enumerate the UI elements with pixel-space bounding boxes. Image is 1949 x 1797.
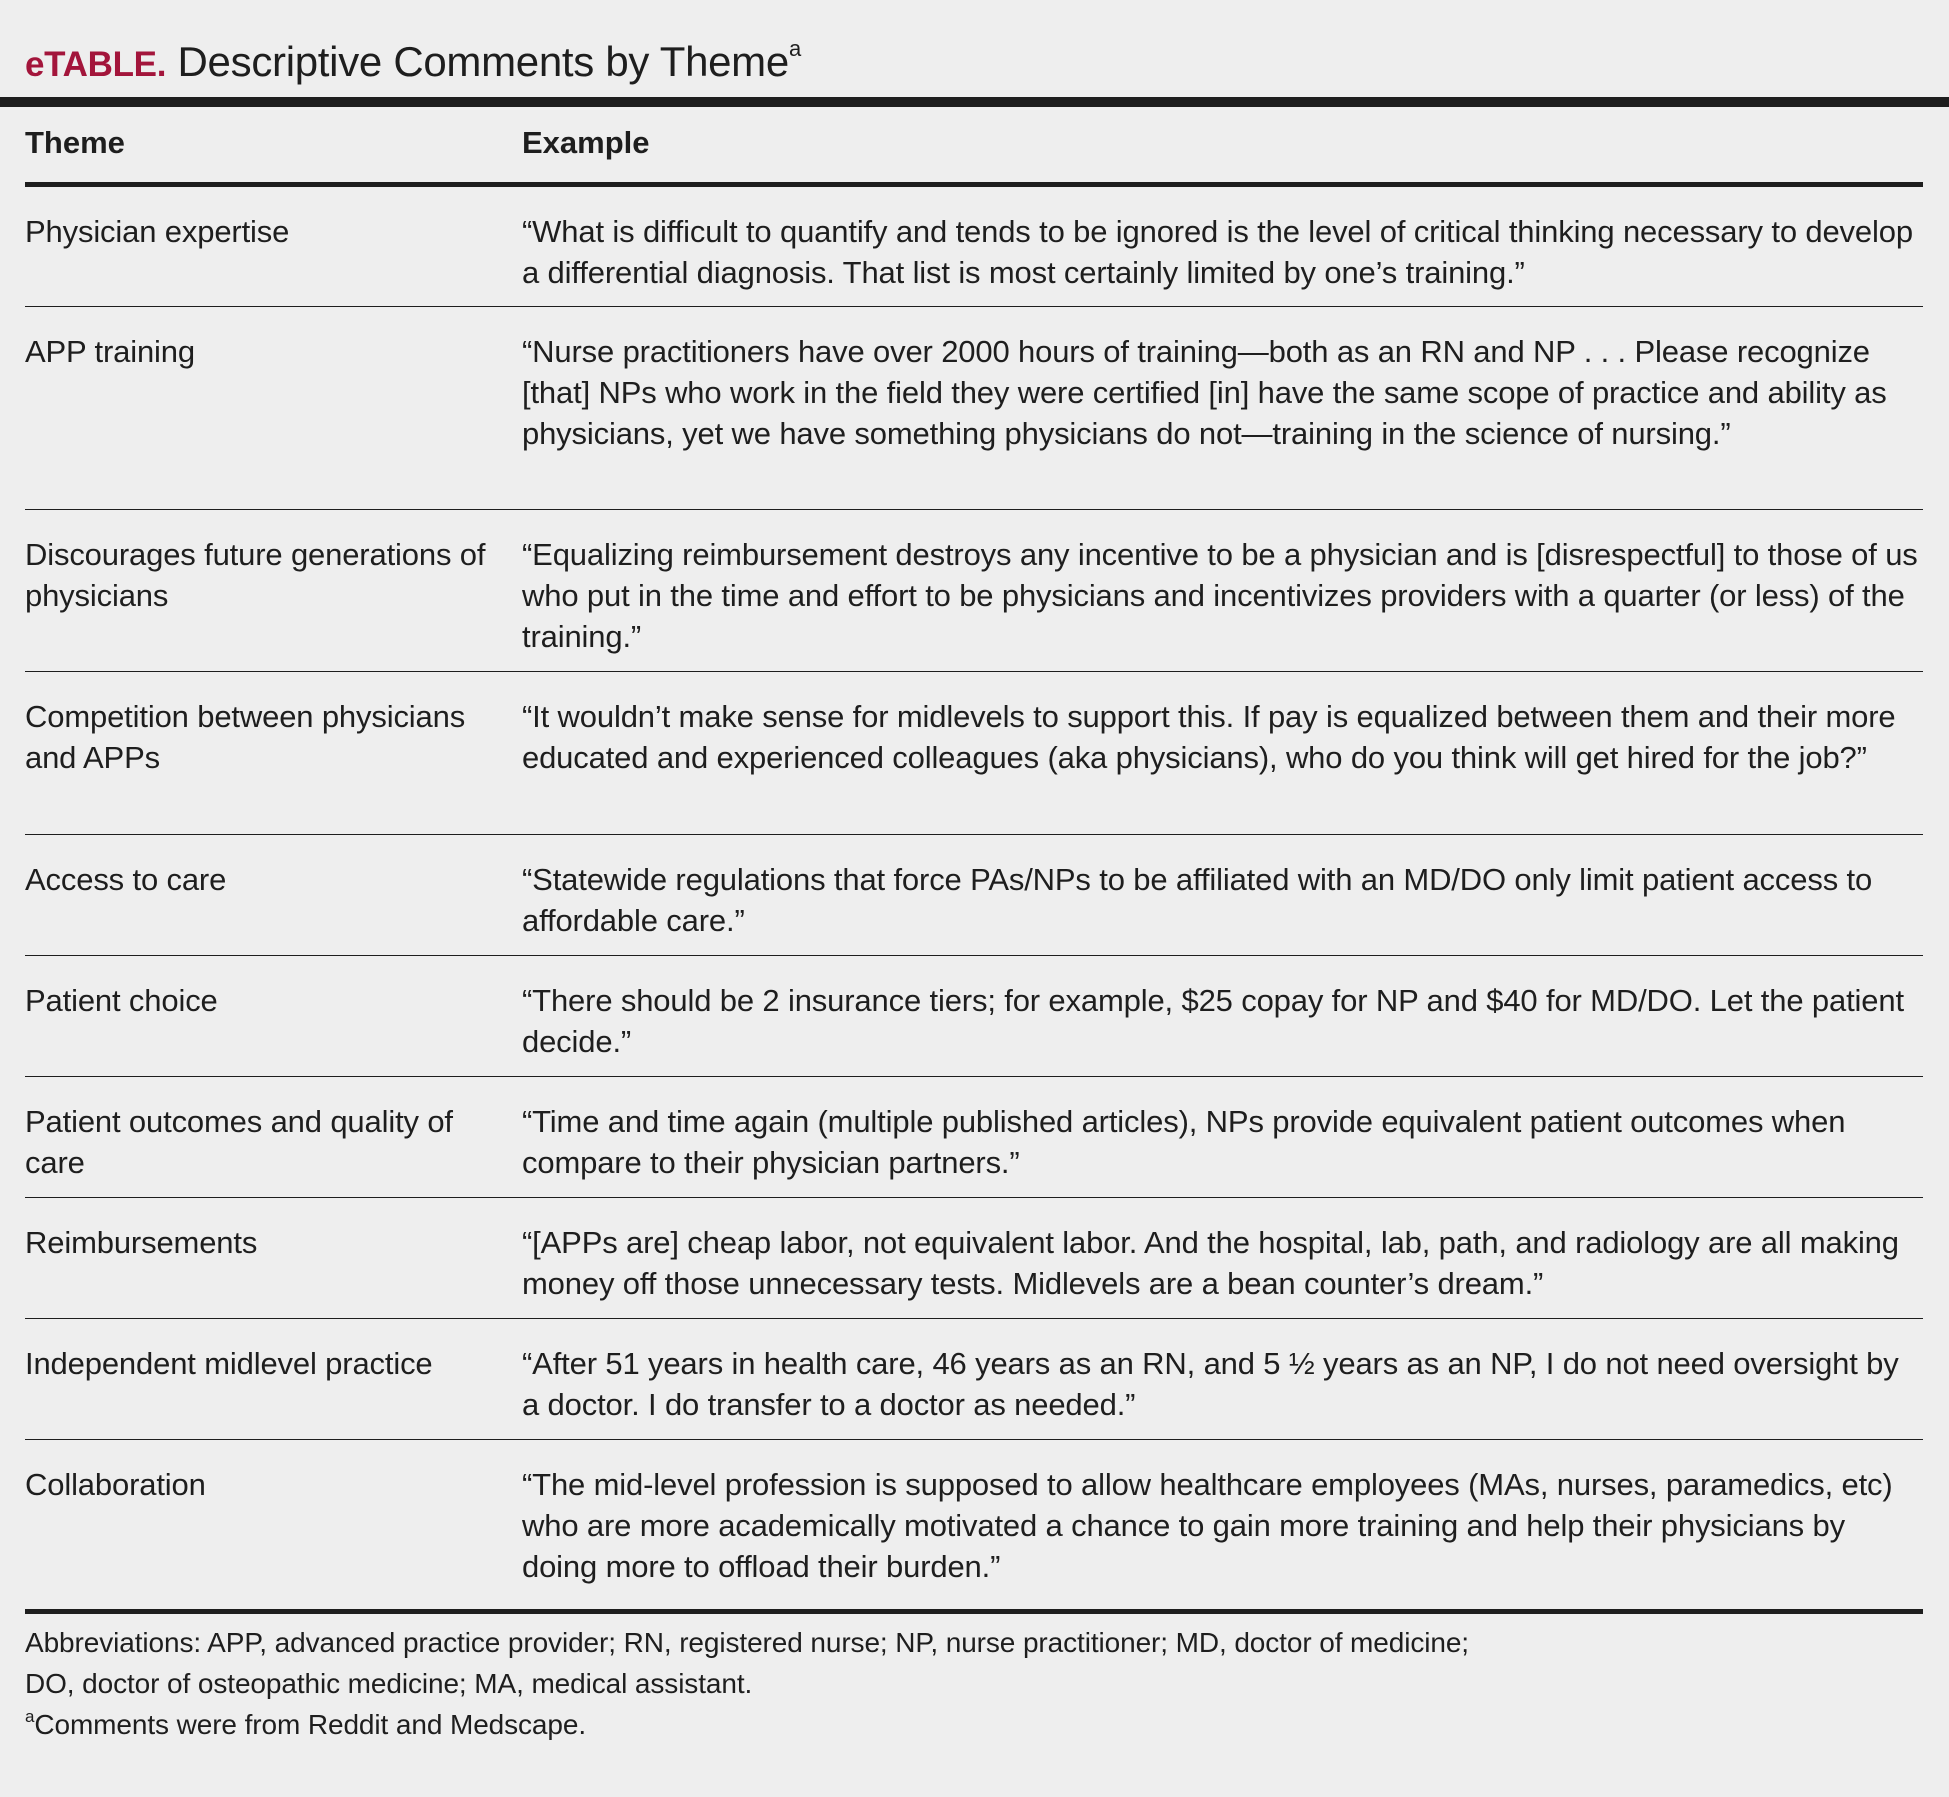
- row-example: “Statewide regulations that force PAs/NPs to be affiliated with an MD/DO only limit patient access to affordable care.”: [522, 862, 1873, 938]
- source-note: [25, 1704, 1525, 1745]
- row-example: “It wouldn’t make sense for midlevels to support this. If pay is equalized between them and their more educated and experienced colleagues (aka physicians), who do you think will get hired for the job?”: [522, 699, 1896, 775]
- table-row: [25, 956, 1923, 1077]
- table-row: [25, 672, 1923, 835]
- table-row: [25, 1077, 1923, 1198]
- bottom-rule: [25, 1609, 1923, 1614]
- top-rule: [0, 97, 1949, 107]
- table-row: [25, 510, 1923, 672]
- table-row: [25, 187, 1923, 307]
- table-footnotes: [25, 1622, 1525, 1745]
- abbreviations-note: Abbreviations: APP, advanced practice provider; RN, registered nurse; NP, nurse practitioner; MD, doctor of medicine; DO, doctor of osteopathic medicine; MA, medical assistant.: [25, 1627, 1469, 1699]
- header-theme: Theme: [25, 125, 125, 160]
- themes-table: [25, 107, 1923, 1610]
- source-footnote-mark: a: [25, 1707, 35, 1726]
- table-row: [25, 1198, 1923, 1319]
- table-row: [25, 307, 1923, 510]
- row-example: “What is difficult to quantify and tends to be ignored is the level of critical thinking necessary to develop a differential diagnosis. That list is most certainly limited by one’s training.”: [522, 214, 1913, 290]
- table-header: [25, 107, 1923, 187]
- row-theme: Patient outcomes and quality of care: [25, 1104, 453, 1180]
- row-example: “Nurse practitioners have over 2000 hours of training—both as an RN and NP . . . Please recognize [that] NPs who work in the field they were certified [in] have the same scope of practice and ability as physicians, yet we have something physicians do not—training in the science of nursing.”: [522, 334, 1887, 451]
- row-example: “The mid-level profession is supposed to allow healthcare employees (MAs, nurses, paramedics, etc) who are more academically motivated a chance to gain more training and help their physicians by doing more to offload their burden.”: [522, 1467, 1893, 1584]
- row-theme: APP training: [25, 334, 195, 369]
- table-row: [25, 1440, 1923, 1610]
- row-example: “Equalizing reimbursement destroys any incentive to be a physician and is [disrespectful] to those of us who put in the time and effort to be physicians and incentivizes providers with a quarter (or less) of the training.”: [522, 537, 1918, 654]
- table-name: Descriptive Comments by Theme: [177, 38, 789, 85]
- row-theme: Physician expertise: [25, 214, 290, 249]
- row-example: “[APPs are] cheap labor, not equivalent labor. And the hospital, lab, path, and radiology are all making money off those unnecessary tests. Midlevels are a bean counter’s dream.”: [522, 1225, 1899, 1301]
- title-footnote-mark: a: [788, 36, 801, 61]
- table-row: [25, 1319, 1923, 1440]
- table-row: [25, 835, 1923, 956]
- row-theme: Reimbursements: [25, 1225, 258, 1260]
- table-title: [25, 34, 801, 93]
- row-example: “After 51 years in health care, 46 years as an RN, and 5 ½ years as an NP, I do not need oversight by a doctor. I do transfer to a doctor as needed.”: [522, 1346, 1899, 1422]
- source-text: Comments were from Reddit and Medscape.: [34, 1709, 587, 1740]
- row-theme: Patient choice: [25, 983, 218, 1018]
- row-theme: Collaboration: [25, 1467, 206, 1502]
- row-theme: Competition between physicians and APPs: [25, 699, 466, 775]
- row-example: “There should be 2 insurance tiers; for example, $25 copay for NP and $40 for MD/DO. Let the patient decide.”: [522, 983, 1904, 1059]
- header-example: Example: [522, 125, 650, 160]
- row-theme: Access to care: [25, 862, 227, 897]
- table-label: eTABLE.: [25, 45, 167, 84]
- row-theme: Discourages future generations of physicians: [25, 537, 486, 613]
- row-theme: Independent midlevel practice: [25, 1346, 433, 1381]
- row-example: “Time and time again (multiple published articles), NPs provide equivalent patient outcomes when compare to their physician partners.”: [522, 1104, 1846, 1180]
